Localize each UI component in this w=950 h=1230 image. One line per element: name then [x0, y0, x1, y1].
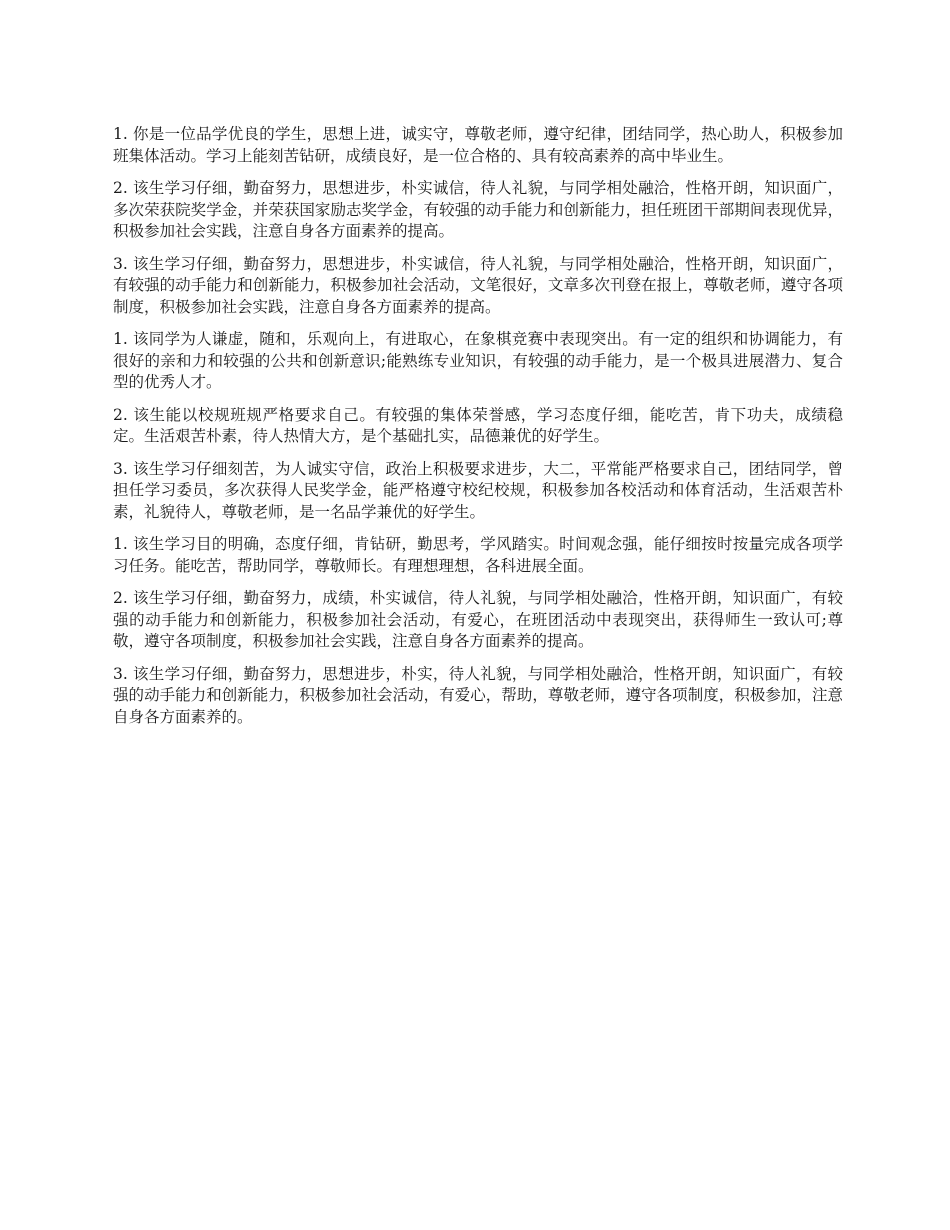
paragraph-4: 1. 该同学为人谦虚，随和，乐观向上，有进取心，在象棋竞赛中表现突出。有一定的组织和协调能力，有很好的亲和力和较强的公共和创新意识;能熟练专业知识，有较强的动手能力，是一个极具进展潜力、复合型的优秀人才。: [113, 330, 843, 391]
paragraph-5: 2. 该生能以校规班规严格要求自己。有较强的集体荣誉感，学习态度仔细，能吃苦，肯下功夫，成绩稳定。生活艰苦朴素，待人热情大方，是个基础扎实，品德兼优的好学生。: [113, 405, 843, 445]
paragraph-8: 2. 该生学习仔细，勤奋努力，成绩，朴实诚信，待人礼貌，与同学相处融洽，性格开朗，知识面广，有较强的动手能力和创新能力，积极参加社会活动，有爱心，在班团活动中表现突出，获得师生一致认可;尊敬，遵守各项制度，积极参加社会实践，注意自身各方面素养的提高。: [113, 589, 843, 650]
paragraph-2: 2. 该生学习仔细，勤奋努力，思想进步，朴实诚信，待人礼貌，与同学相处融洽，性格开朗，知识面广，多次荣获院奖学金，并荣获国家励志奖学金，有较强的动手能力和创新能力，担任班团干部期间表现优异，积极参加社会实践，注意自身各方面素养的提高。: [113, 179, 843, 240]
paragraph-7: 1. 该生学习目的明确，态度仔细，肯钻研，勤思考，学风踏实。时间观念强，能仔细按时按量完成各项学习任务。能吃苦，帮助同学，尊敬师长。有理想理想，各科进展全面。: [113, 535, 843, 575]
document-body: [113, 124, 843, 739]
paragraph-1: 1. 你是一位品学优良的学生，思想上进，诚实守，尊敬老师，遵守纪律，团结同学，热心助人，积极参加班集体活动。学习上能刻苦钻研，成绩良好，是一位合格的、具有较高素养的高中毕业生。: [113, 125, 843, 165]
paragraph-9: 3. 该生学习仔细，勤奋努力，思想进步，朴实，待人礼貌，与同学相处融洽，性格开朗，知识面广，有较强的动手能力和创新能力，积极参加社会活动，有爱心，帮助，尊敬老师，遵守各项制度，积极参加，注意自身各方面素养的。: [113, 664, 843, 726]
paragraph-3: 3. 该生学习仔细，勤奋努力，思想进步，朴实诚信，待人礼貌，与同学相处融洽，性格开朗，知识面广，有较强的动手能力和创新能力，积极参加社会活动，文笔很好，文章多次刊登在报上，尊敬老师，遵守各项制度，积极参加社会实践，注意自身各方面素养的提高。: [113, 254, 843, 316]
paragraph-6: 3. 该生学习仔细刻苦，为人诚实守信，政治上积极要求进步，大二，平常能严格要求自己，团结同学，曾担任学习委员，多次获得人民奖学金，能严格遵守校纪校规，积极参加各校活动和体育活动，生活艰苦朴素，礼貌待人，尊敬老师，是一名品学兼优的好学生。: [113, 459, 843, 521]
